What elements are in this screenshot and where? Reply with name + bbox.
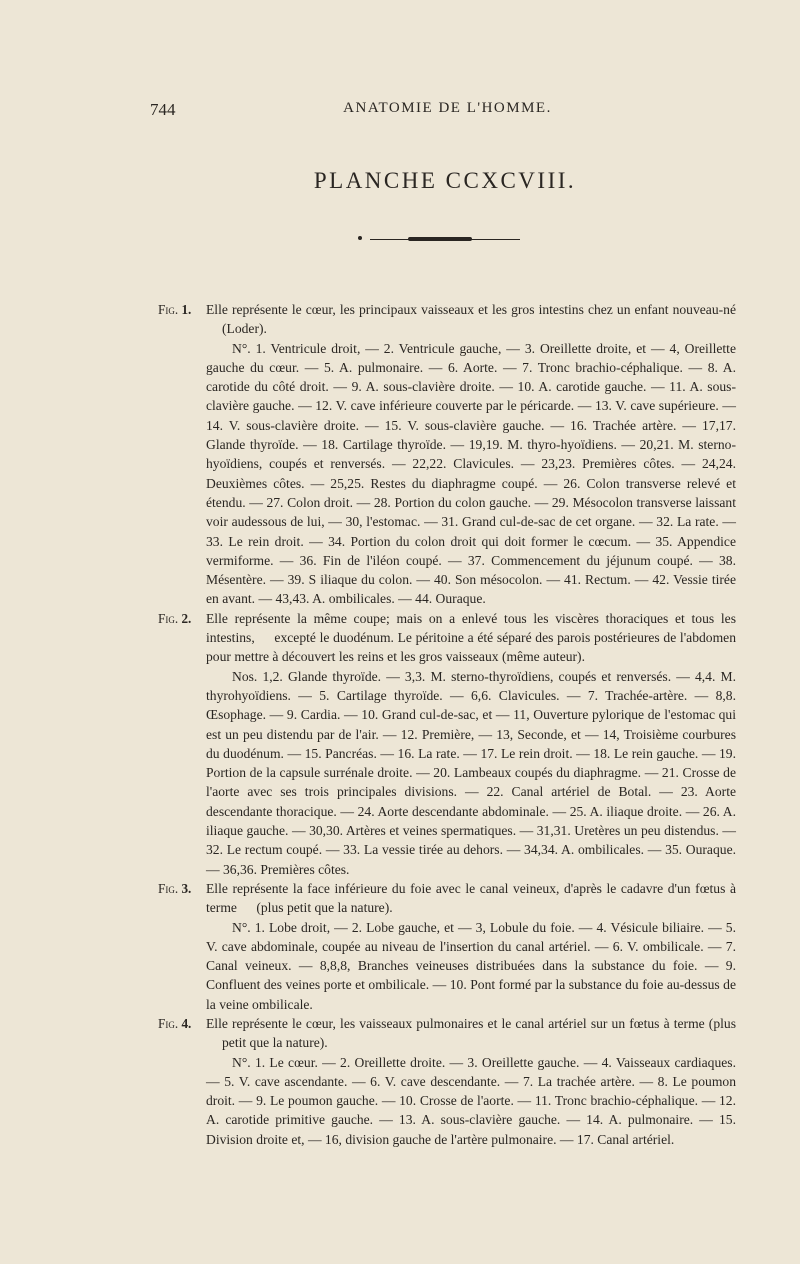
plate-legend-text (158, 300, 736, 1149)
figure-legend: N°. 1. Lobe droit, — 2. Lobe gauche, et — 3, Lobule du foie. — 4. Vésicule biliaire. — 5. V. cave abdominale, coupée au niveau de l'insertion du canal artériel. — 6. V. ombilicale. — 7. Canal veineux. — 8,8,8, Branches veineuses distribuées dans la substance du foie. — 9. Confluent des veines porte et ombilicale. — 10. Pont formé par la substance du foie au-dessus de la veine ombilicale. (206, 919, 736, 1012)
figure-description: Elle représente la face inférieure du foie avec le canal veineux, d'après le cadavre d'un fœtus à terme (plus petit que la nature). (206, 880, 736, 916)
figure-legend: N°. 1. Le cœur. — 2. Oreillette droite. — 3. Oreillette gauche. — 4. Vaisseaux cardiaques. — 5. V. cave ascendante. — 6. V. cave descendante. — 7. La trachée artère. — 8. Le poumon droit. — 9. Le poumon gauche. — 10. Crosse de l'aorte. — 11. Tronc brachio-céphalique. — 12. A. carotide primitive gauche. — 13. A. sous-clavière gauche. — 14. A. pulmonaire. — 15. Division droite et, — 16, division gauche de l'artère pulmonaire. — 17. Canal artériel. (206, 1054, 736, 1147)
ornament-dot (358, 236, 362, 240)
running-head: ANATOMIE DE L'HOMME. (343, 100, 552, 116)
figure-entry-1 (158, 300, 736, 609)
figure-legend: Nos. 1,2. Glande thyroïde. — 3,3. M. sterno-thyroïdiens, coupés et renversés. — 4,4. M. thyrohyoïdiens. — 5. Cartilage thyroïde. — 6,6. Clavicules. — 7. Trachée-artère. — 8,8. Œsophage. — 9. Cardia. — 10. Grand cul-de-sac, et — 11, Ouverture pylorique de l'estomac qui est un peu distendu par de l'air. — 12. Première, — 13, Seconde, et — 14, Troisième courbures du duodénum. — 15. Pancréas. — 16. La rate. — 17. Le rein droit. — 18. Le rein gauche. — 19. Portion de la capsule surrénale droite. — 20. Lambeaux coupés du diaphragme. — 21. Crosse de l'aorte avec ses trois principales divisions. — 22. Canal artériel de Botal. — 23. Aorte descendante thoracique. — 24. Aorte descendante abdominale. — 25. A. iliaque droite. — 26. A. iliaque gauche. — 30,30. Artères et veines spermatiques. — 31,31. Uretères un peu distendus. — 32. Le rectum coupé. — 33. La vessie tirée au dehors. — 34,34. A. ombilicales. — 35. Ouraque. — 36,36. Premières côtes. (206, 668, 736, 877)
page-number: 744 (150, 100, 176, 119)
figure-entry-2 (158, 609, 736, 879)
plate-title: PLANCHE CCXCVIII. (313, 168, 577, 193)
figure-label: Fig. 3. (158, 880, 192, 896)
figure-description: Elle représente la même coupe; mais on a enlevé tous les viscères thoraciques et tous les intestins, excepté le duodénum. Le péritoine a été séparé des parois postérieures de l'abdomen pour mettre à découvert les reins et les gros vaisseaux (même auteur). (206, 610, 736, 665)
figure-description: Elle représente le cœur, les vaisseaux pulmonaires et le canal artériel sur un fœtus à terme (plus petit que la nature). (206, 1015, 736, 1051)
figure-entry-4 (158, 1014, 736, 1149)
figure-description: Elle représente le cœur, les principaux vaisseaux et les gros intestins chez un enfant nouveau-né (Loder). (206, 302, 736, 337)
ornamental-rule-swell (408, 237, 472, 241)
figure-label: Fig. 2. (158, 610, 192, 626)
figure-legend: N°. 1. Ventricule droit, — 2. Ventricule gauche, — 3. Oreillette droite, et — 4, Oreillette gauche du cœur. — 5. A. pulmonaire. — 6. Aorte. — 7. Tronc brachio-céphalique. — 8. A. carotide du côté droit. — 9. A. sous-clavière droite. — 10. A. carotide gauche. — 11. A. sous-clavière gauche. — 12. V. cave inférieure couverte par le péricarde. — 13. V. cave supérieure. — 14. V. sous-clavière droite. — 15. V. sous-clavière gauche. — 16. Trachée artère. — 17,17. Glande thyroïde. — 18. Cartilage thyroïde. — 19,19. M. thyro-hyoïdiens. — 20,21. M. sterno-hyoïdiens, coupés et renversés. — 22,22. Clavicules. — 23,23. Premières côtes. — 24,24. Deuxièmes côtes. — 25,25. Restes du diaphragme coupé. — 26. Colon transverse relevé et étendu. — 27. Colon droit. — 28. Portion du colon gauche. — 29. Mésocolon transverse laissant voir audessous de lui, — 30, l'estomac. — 31. Grand cul-de-sac de cet organe. — 32. La rate. — 33. Le rein droit. — 34. Portion du colon droit qui doit former le cœcum. — 35. Appendice vermiforme. — 36. Fin de l'iléon coupé. — 37. Commencement du jéjunum coupé. — 38. Mésentère. — 39. S iliaque du colon. — 40. Son mésocolon. — 41. Rectum. — 42. Vessie tirée en avant. — 43,43. A. ombilicales. — 44. Ouraque. (206, 340, 736, 607)
figure-label: Fig. 1. (158, 302, 192, 317)
figure-label: Fig. 4. (158, 1015, 192, 1031)
figure-entry-3 (158, 879, 736, 1014)
